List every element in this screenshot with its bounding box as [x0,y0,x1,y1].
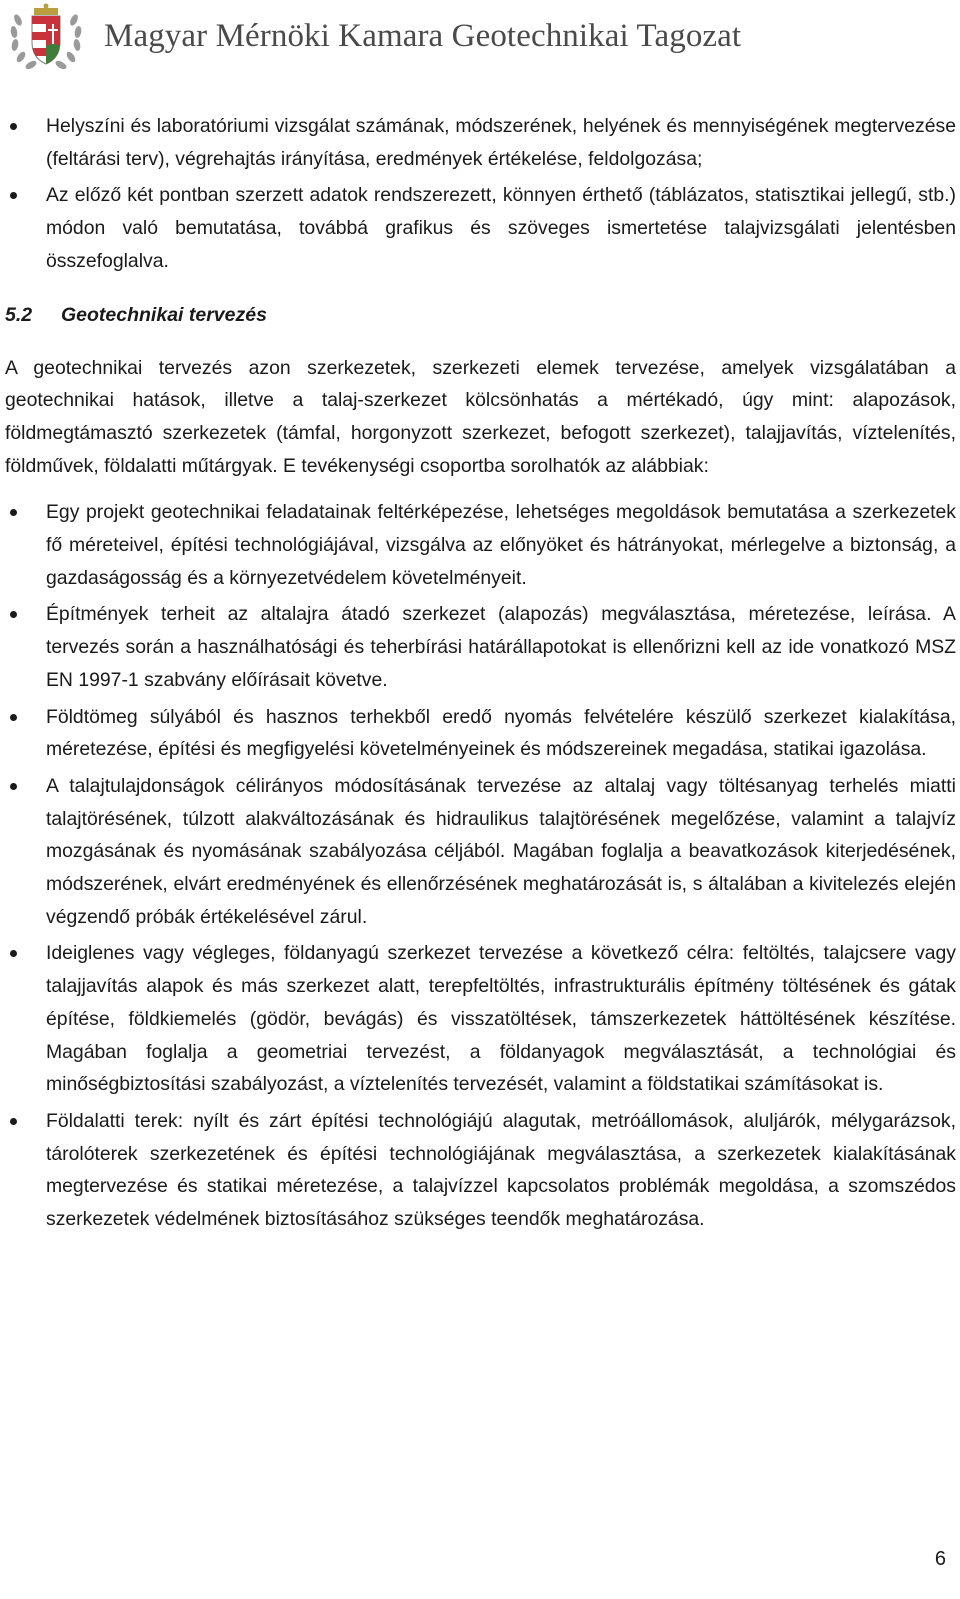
list-item [0,937,960,1101]
top-bullet-list [0,110,960,278]
bullet-icon [10,783,17,790]
intro-paragraph: A geotechnikai tervezés azon szerkezetek, szerkezeti elemek tervezése, amelyek vizsgálatában a geotechnikai hatások, illetve a talaj-szerkezet kölcsönhatás a mértékadó, úgy mint: alapozások, földmegtámasztó szerkezetek (támfal, horgonyzott szerkezet, befogott szerkezet), talajjavítás, víztelenítés, földművek, földalatti műtárgyak. E tevékenységi csoportba sorolhatók az alábbiak: [5,356,956,477]
bullet-icon [10,611,17,618]
list-item [0,598,960,696]
list-item [0,496,960,594]
bullet-icon [10,714,17,721]
list-item-text: Az előző két pontban szerzett adatok rendszerezett, könnyen érthető (táblázatos, statisztikai jellegű, stb.) módon való bemutatása, továbbá grafikus és szöveges ismertetése talajvizsgálati jelentésben összefoglalva. [46,184,956,272]
bullet-icon [10,123,17,130]
list-item [0,1105,960,1236]
header-title: Magyar Mérnöki Kamara Geotechnikai Tagozat [104,18,742,54]
bullet-icon [10,950,17,957]
page-number: 6 [934,1548,946,1570]
list-item-text: Földalatti terek: nyílt és zárt építési technológiájú alagutak, metróállomások, aluljárók, mélygarázsok, tárolóterek szerkezetének és építési technológiájának megválasztása, a szerkezetek kialakításának megtervezése és statikai méretezése, a talajvízzel kapcsolatos problémák megoldása, a szomszédos szerkezetek védelmének biztosításához szükséges teendők meghatározása. [46,1109,956,1231]
section-title: Geotechnikai tervezés [61,303,267,326]
list-item-text: Földtömeg súlyából és hasznos terhekből eredő nyomás felvételére készülő szerkezet kialakítása, méretezése, építési és megfigyelési követelményeinek és módszereinek megadása, statikai igazolása. [46,705,956,761]
list-item [0,770,960,934]
section-number: 5.2 [5,303,33,326]
bullet-icon [10,509,17,516]
bullet-icon [10,1118,17,1125]
list-item-text: A talajtulajdonságok célirányos módosításának tervezése az altalaj vagy töltésanyag terhelés miatti talajtörésének, túlzott alakváltozásának és hidraulikus talajtörésének megelőzése, valamint a talajvíz mozgásának és nyomásának szabályozása céljából. Magában foglalja a beavatkozások kiterjedésének, módszerének, elvárt eredményének és ellenőrzésének meghatározását is, s általában a kivitelezés elején végzendő próbák értékelésével zárul. [46,774,956,928]
list-item-text: Egy projekt geotechnikai feladatainak feltérképezése, lehetséges megoldások bemutatása a szerkezetek fő méreteivel, építési technológiájával, vizsgálva az előnyöket és hátrányokat, mérlegelve a biztonság, a gazdaságosság és a környezetvédelem követelményeit. [46,501,956,589]
bullet-icon [10,192,17,199]
list-item-text: Helyszíni és laboratóriumi vizsgálat számának, módszerének, helyének és mennyiségének megtervezése (feltárási terv), végrehajtás irányítása, eredmények értékelése, feldolgozása; [46,115,956,170]
list-item [0,179,960,277]
list-item [0,701,960,766]
page-header [0,0,960,78]
list-item-text: Ideiglenes vagy végleges, földanyagú szerkezet tervezése a következő célra: feltöltés, talajcsere vagy talajjavítás alapok és más szerkezet alatt, terepfeltöltés, infrastrukturális építmény töltésének és gátak építése, földkiemelés (gödör, bevágás) és visszatöltések, támszerkezetek háttöltésének készítése. Magában foglalja a geometriai tervezést, a földanyagok megválasztását, a technológiai és minőségbiztosítási szabályozást, a víztelenítés tervezését, valamint a földstatikai számításokat is. [46,942,956,1096]
task-bullet-list [0,496,960,1235]
document-body [0,110,960,1240]
list-item [0,110,960,175]
coat-of-arms-logo-icon [4,2,88,72]
section-heading [0,300,960,330]
list-item-text: Építmények terheit az altalajra átadó szerkezet (alapozás) megválasztása, méretezése, leírása. A tervezés során a használhatósági és teherbírási határállapotokat is ellenőrizni kell az ide vonatkozó MSZ EN 1997-1 szabvány előírásait követve. [46,603,956,691]
